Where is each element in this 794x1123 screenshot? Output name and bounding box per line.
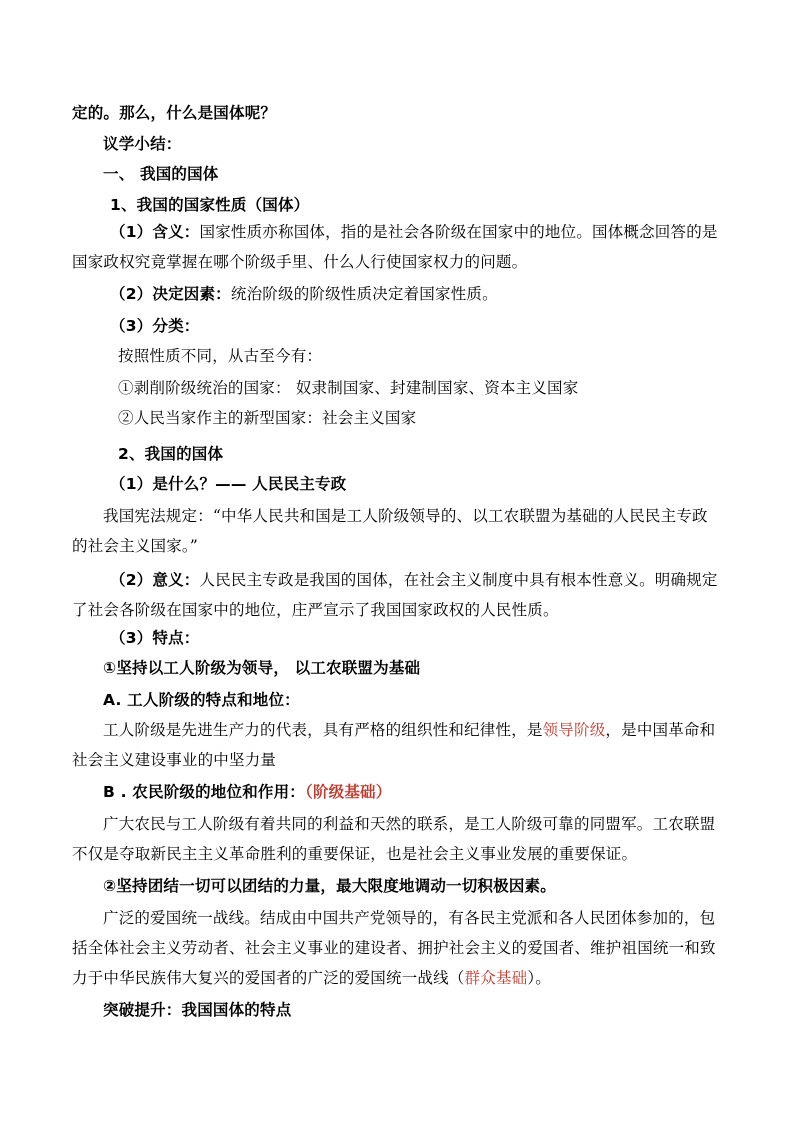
- peasant-class-heading: [103, 782, 391, 802]
- section-heading-1: 一、 我国的国体: [103, 165, 219, 183]
- classification-item-2: ②人民当家作主的新型国家：社会主义国家: [118, 409, 417, 427]
- determinant-text: 统治阶级的阶级性质决定着国家性质。: [230, 285, 498, 303]
- classification-label: （3）分类：: [110, 317, 200, 335]
- determinant-label: （2）决定因素：: [110, 285, 231, 303]
- class-basis-highlight: （阶级基础）: [305, 783, 392, 801]
- working-class-text: [103, 720, 715, 740]
- summary-heading: 议学小结：: [103, 135, 182, 153]
- subsection-heading-1: 1、我国的国家性质（国体）: [110, 196, 310, 214]
- significance-line: [110, 570, 718, 590]
- significance-label: （2）意义：: [110, 571, 200, 589]
- classification-item-1: ①剥削阶级统治的国家： 奴隶制国家、封建制国家、资本主义国家: [118, 379, 579, 397]
- leading-class-highlight: 领导阶级: [542, 721, 606, 739]
- subsection-heading-2: 2、我国的国体: [118, 445, 224, 463]
- significance-text-cont: 了社会各阶级在国家中的地位，庄严宣示了我国国家政权的人民性质。: [72, 601, 559, 619]
- united-front-text-cont-1: 括全体社会主义劳动者、社会主义事业的建设者、拥护社会主义的爱国者、维护祖国统一和致: [72, 939, 716, 957]
- peasant-class-text-cont: 不仅是夺取新民主主义革命胜利的重要保证，也是社会主义事业发展的重要保证。: [72, 845, 638, 863]
- breakthrough-heading: 突破提升：我国国体的特点: [103, 1001, 292, 1019]
- united-front-text-cont-2: [72, 968, 551, 988]
- working-class-text-c: ，是中国革命和: [605, 721, 716, 739]
- definition-text-cont: 国家政权究竟掌握在哪个阶级手里、什么人行使国家权力的问题。: [72, 253, 528, 271]
- feature-1-heading: ①坚持以工人阶级为领导， 以工农联盟为基础: [103, 659, 421, 677]
- working-class-text-cont: 社会主义建设事业的中坚力量: [72, 751, 277, 769]
- united-front-text-c: ）。: [527, 969, 551, 987]
- definition-text: 国家性质亦称国体，指的是社会各阶级在国家中的地位。国体概念回答的是: [199, 223, 718, 241]
- peasant-class-text: 广大农民与工人阶级有着共同的利益和天然的联系，是工人阶级可靠的同盟军。工农联盟: [103, 815, 716, 833]
- peasant-class-label: B . 农民阶级的地位和作用：: [103, 783, 305, 801]
- definition-label: （1）含义：: [110, 223, 200, 241]
- constitution-text: 我国宪法规定：“中华人民共和国是工人阶级领导的、以工农联盟为基础的人民民主专政: [103, 507, 708, 525]
- united-front-text-a: 力于中华民族伟大复兴的爱国者的广泛的爱国统一战线（: [72, 969, 465, 987]
- what-is-heading: （1）是什么？—— 人民民主专政: [110, 475, 347, 493]
- intro-question: 定的。那么，什么是国体呢？: [72, 104, 277, 122]
- definition-line: [110, 222, 718, 242]
- mass-basis-highlight: 群众基础: [464, 969, 528, 987]
- features-label: （3）特点：: [110, 629, 200, 647]
- feature-2-heading: ②坚持团结一切可以团结的力量，最大限度地调动一切积极因素。: [103, 877, 556, 895]
- constitution-text-cont: 的社会主义国家。”: [72, 537, 198, 555]
- working-class-text-a: 工人阶级是先进生产力的代表，具有严格的组织性和纪律性，是: [103, 721, 543, 739]
- significance-text: 人民民主专政是我国的国体，在社会主义制度中具有根本性意义。明确规定: [199, 571, 718, 589]
- classification-intro: 按照性质不同，从古至今有：: [118, 347, 323, 365]
- united-front-text: 广泛的爱国统一战线。结成由中国共产党领导的，有各民主党派和各人民团体参加的，包: [103, 909, 716, 927]
- working-class-heading: A. 工人阶级的特点和地位：: [103, 691, 300, 709]
- determinant-line: [110, 284, 498, 304]
